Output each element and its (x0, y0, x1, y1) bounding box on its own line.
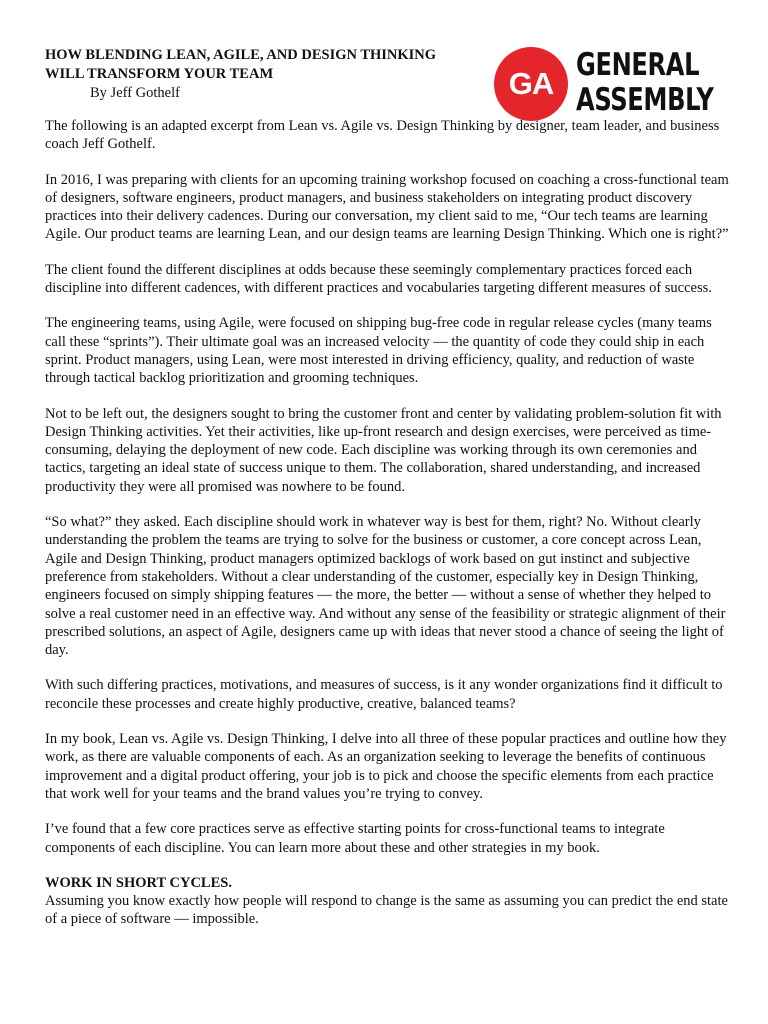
author-byline: By Jeff Gothelf (90, 85, 180, 101)
article-title: HOW BLENDING LEAN, AGILE, AND DESIGN THINKING WILL TRANSFORM YOUR TEAM (45, 47, 437, 82)
section-paragraph: Assuming you know exactly how people will respond to change is the same as assuming you can predict the end state of a piece of software — impossible. (45, 893, 728, 928)
section-heading: WORK IN SHORT CYCLES. (45, 874, 232, 891)
logo-wordmark-line2: ASSEMBLY (576, 82, 714, 118)
body-paragraph: Not to be left out, the designers sought to bring the customer front and center by validating problem-solution fit with Design Thinking activities. Yet their activities, like up-front research and design exercises, were perceived as time-consuming, delaying the deployment of new code. Each discipline was working through its own ceremonies and tactics, targeting an ideal state of success unique to them. The collaboration, shared understanding, and increased productivity they were all promised was nowhere to be found. (45, 405, 722, 495)
body-paragraph: In my book, Lean vs. Agile vs. Design Thinking, I delve into all three of these popular practices and outline how they work, as there are valuable components of each. As an organization seeking to leverage the benefits of continuous improvement and a digital product offering, your job is to pick and choose the specific elements from each practice that work well for your teams and the brand values you’re trying to convey. (45, 731, 727, 802)
body-paragraph: I’ve found that a few core practices serve as effective starting points for cross-functional teams to integrate components of each discipline. You can learn more about these and other strategies in my book. (45, 821, 665, 856)
logo-wordmark (576, 48, 713, 118)
body-paragraph: “So what?” they asked. Each discipline should work in whatever way is best for them, right? No. Without clearly understanding the problem the teams are trying to solve for the business or customer, a core concept across Lean, Agile and Design Thinking, product managers optimized backlogs of work based on gut instinct and subjective preference from stakeholders. Without a clear understanding of the customer, especially key in Design Thinking, engineers focused on simply shipping features — the more, the better — without a sense of whether they helped to solve a real customer need in an effective way. And without any sense of the feasibility or strategic alignment of their prescribed solutions, an aspect of Agile, designers came up with ideas that never stood a chance of seeing the light of day. (45, 514, 726, 659)
body-paragraph: With such differing practices, motivations, and measures of success, is it any wonder organizations find it difficult to reconcile these processes and create highly productive, creative, balanced teams? (45, 677, 723, 712)
body-paragraph: The engineering teams, using Agile, were focused on shipping bug-free code in regular release cycles (many teams call these “sprints”). Their ultimate goal was an increased velocity — the quantity of code they could ship in each sprint. Product managers, using Lean, were most interested in driving efficiency, quality, and reduction of waste through tactical backlog prioritization and grooming techniques. (45, 315, 712, 387)
body-paragraph: The client found the different disciplines at odds because these seemingly complementary practices forced each discipline into different cadences, with different practices and vocabularies targeting different measures of success. (45, 261, 712, 297)
ga-logo-mark-text: GA (508, 66, 554, 101)
intro-paragraph: The following is an adapted excerpt from Lean vs. Agile vs. Design Thinking by designer, team leader, and business coach Jeff Gothelf. (45, 118, 720, 153)
general-assembly-logo (494, 47, 716, 122)
article-body (45, 117, 731, 946)
body-paragraph: In 2016, I was preparing with clients for an upcoming training workshop focused on coaching a cross-functional team of designers, software engineers, product managers, and business stakeholders on integrating product discovery practices into their delivery cadences. During our conversation, my client said to me, “Our tech teams are learning Agile. Our product teams are learning Lean, and our design teams are learning Design Thinking. Which one is right?” (45, 171, 729, 243)
ga-logo-mark (494, 47, 568, 121)
logo-wordmark-line1: GENERAL (576, 47, 700, 83)
